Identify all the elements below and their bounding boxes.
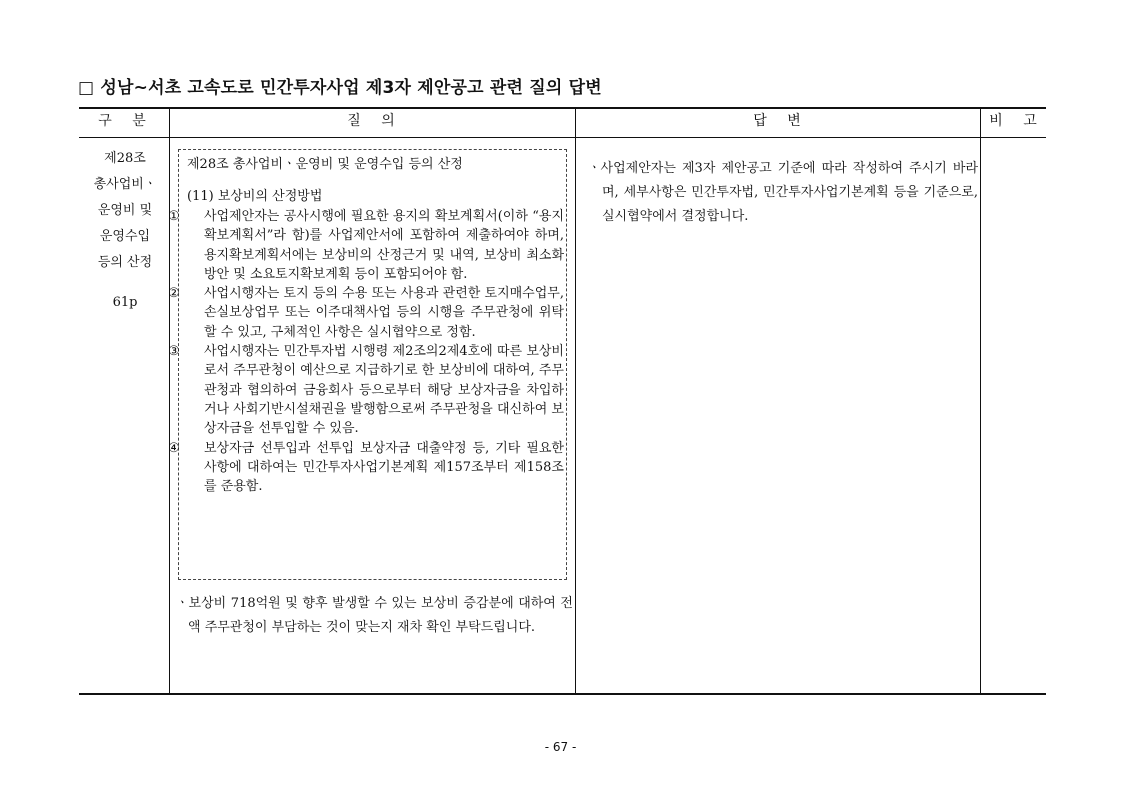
table-bottom-border [79,693,1046,695]
item-text: 사업제안자는 공사시행에 필요한 용지의 확보계획서(이하 “용지확보계획서”라 함)를 사업제안서에 포함하여 제출하여야 하며, 용지확보계획서에는 보상비의 산정근거 및 내역, 보상비 최소화방안 및 소요토지확보계획 등이 포함되어야 함. [204,209,564,282]
category-line: 총사업비ㆍ [93,177,157,192]
question-note [176,592,573,640]
page-reference: 61p [112,295,138,310]
item-number: ④ [168,440,180,456]
item-text: 사업시행자는 민간투자법 시행령 제2조의2제4호에 따른 보상비로서 주무관청이 예산으로 지급하기로 한 보상비에 대하여, 주무관청과 협의하여 금융회사 등으로부터 해당 보상자금을 차입하거나 사회기반시설채권을 발행함으로써 주무관청을 대신하여 보상자금을 선투입할 수 있음. [204,344,564,437]
provision-item [168,207,564,284]
answer-cell [588,157,978,229]
provision-title: 제28조 총사업비ㆍ운영비 및 운영수입 등의 산정 [187,157,463,172]
table-top-border [79,107,1046,109]
category-line: 등의 산정 [97,255,153,270]
item-text: 사업시행자는 토지 등의 수용 또는 사용과 관련한 토지매수업무, 손실보상업무 또는 이주대책사업 등의 시행을 주무관청에 위탁할 수 있고, 구체적인 사항은 실시협약으로 정함. [204,286,564,340]
header-remarks: 비 고 [989,113,1045,129]
item-number: ③ [168,344,180,360]
provision-item [168,284,564,342]
header-category: 구 분 [98,113,154,129]
question-text: ㆍ보상비 718억원 및 향후 발생할 수 있는 보상비 증감분에 대하여 전액 주무관청이 부담하는 것이 맞는지 재차 확인 부탁드립니다. [176,596,573,635]
category-cell [80,146,170,316]
document-title: □ 성남~서초 고속도로 민간투자사업 제3자 제안공고 관련 질의 답변 [78,78,602,98]
provision-items [168,207,564,496]
page-number: - 67 - [544,740,577,754]
answer-text: ㆍ사업제안자는 제3자 제안공고 기준에 따라 작성하여 주시기 바라며, 세부사항은 민간투자법, 민간투자사업기본계획 등을 기준으로, 실시협약에서 결정합니다. [588,161,978,224]
header-divider [79,137,1046,138]
header-answer: 답 변 [753,113,809,129]
category-line: 운영수입 [99,229,151,244]
provision-item [168,439,564,497]
provision-item [168,342,564,438]
column-divider [575,108,576,694]
column-divider [980,108,981,694]
category-line: 제28조 [104,151,146,166]
item-number: ① [168,209,180,224]
item-number: ② [168,286,180,302]
item-text: 보상자금 선투입과 선투입 보상자금 대출약정 등, 기타 필요한 사항에 대하여는 민간투자사업기본계획 제157조부터 제158조를 준용함. [204,440,564,495]
header-question: 질 의 [347,113,403,129]
provision-subtitle: (11) 보상비의 산정방법 [187,189,323,204]
category-line: 운영비 및 [97,203,153,218]
